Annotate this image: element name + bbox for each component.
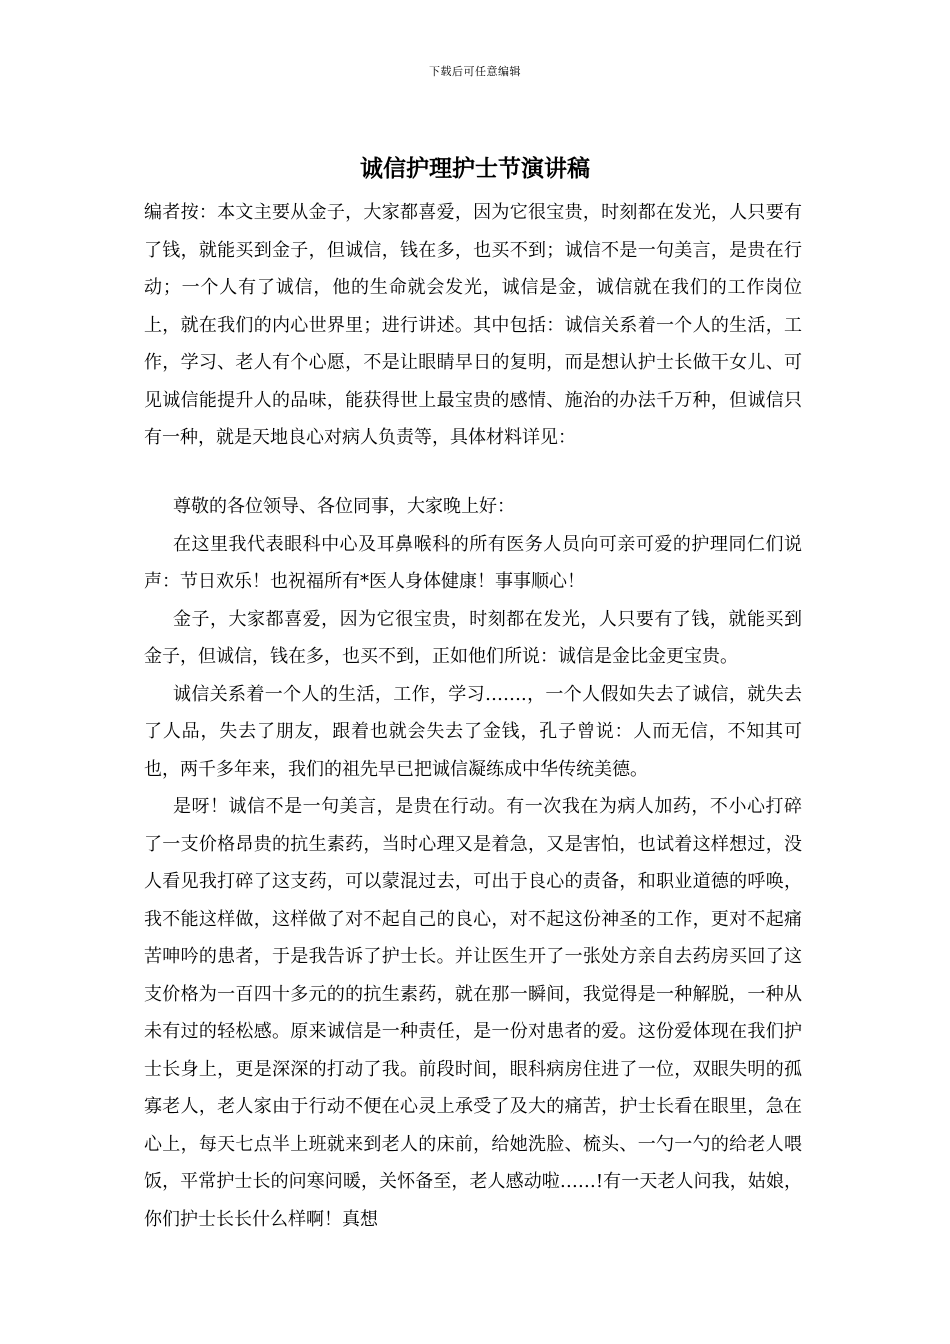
editor-note-text: 编者按：本文主要从金子，大家都喜爱，因为它很宝贵，时刻都在发光，人只要有了钱，就能买到金子，但诚信，钱在多，也买不到；诚信不是一句美言，是贵在行动；一个人有了诚信，他的生命就会发光，诚信是金，诚信就在我们的工作岗位上，就在我们的内心世界里；进行讲述。其中包括：诚信关系着一个人的生活，工作，学习、老人有个心愿，不是让眼睛早日的复明，而是想认护士长做干女儿、可见诚信能提升人的品味，能获得世上最宝贵的感情、施治的办法千万种，但诚信只有一种，就是天地良心对病人负责等，具体材料详见： xyxy=(144,202,802,448)
paragraph-integrity: 诚信关系着一个人的生活，工作，学习…….，一个人假如失去了诚信，就失去了人品，失去了朋友，跟着也就会失去了金钱，孔子曾说：人而无信，不知其可也，两千多年来，我们的祖先早已把诚信凝练成中华传统美德。 xyxy=(144,683,802,780)
paragraph-blessing: 在这里我代表眼科中心及耳鼻喉科的所有医务人员向可亲可爱的护理同仁们说声：节日欢乐！也祝福所有*医人身体健康！事事顺心！ xyxy=(144,533,802,592)
document-title: 诚信护理护士节演讲稿 xyxy=(360,155,590,182)
paragraph-story: 是呀！诚信不是一句美言，是贵在行动。有一次我在为病人加药，不小心打碎了一支价格昂贵的抗生素药，当时心理又是着急，又是害怕，也试着这样想过，没人看见我打碎了这支药，可以蒙混过去，可出于良心的责备，和职业道德的呼唤，我不能这样做，这样做了对不起自己的良心，对不起这份神圣的工作，更对不起痛苦呻吟的患者，于是我告诉了护士长。并让医生开了一张处方亲自去药房买回了这支价格为一百四十多元的的抗生素药，就在那一瞬间，我觉得是一种解脱，一种从未有过的轻松感。原来诚信是一种责任，是一份对患者的爱。这份爱体现在我们护士长身上，更是深深的打动了我。前段时间，眼科病房住进了一位，双眼失明的孤寡老人，老人家由于行动不便在心灵上承受了及大的痛苦，护士长看在眼里，急在心上，每天七点半上班就来到老人的床前，给她洗脸、梳头、一勺一勺的给老人喂饭，平常护士长的问寒问暖，关怀备至，老人感动啦……!有一天老人问我，姑娘，你们护士长长什么样啊！真想 xyxy=(144,796,802,1230)
paragraph-greeting: 尊敬的各位领导、各位同事，大家晚上好： xyxy=(173,496,515,517)
speech-body xyxy=(144,488,802,1238)
paragraph-gold: 金子，大家都喜爱，因为它很宝贵，时刻都在发光，人只要有了钱，就能买到金子，但诚信，钱在多，也买不到，正如他们所说：诚信是金比金更宝贵。 xyxy=(144,608,802,667)
editor-note xyxy=(144,194,802,457)
header-note: 下载后可任意编辑 xyxy=(429,65,521,78)
